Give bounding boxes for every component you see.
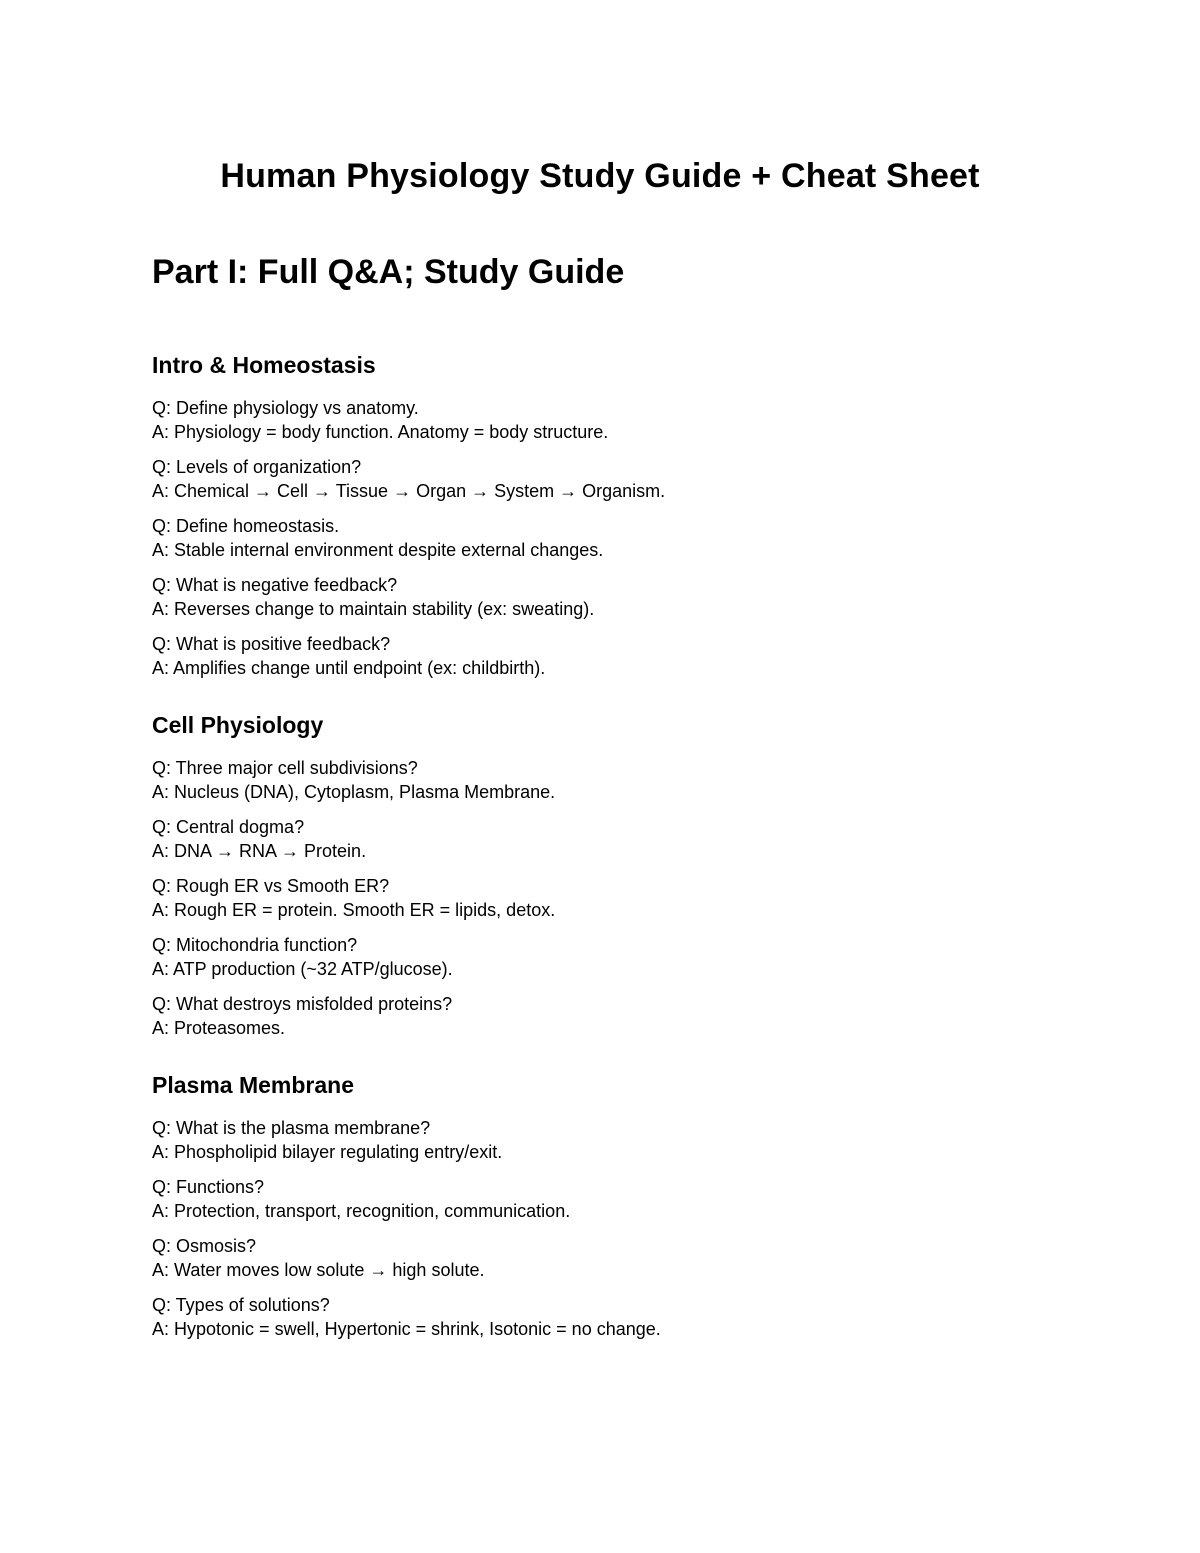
section-heading: Intro & Homeostasis xyxy=(152,352,376,378)
qa-item xyxy=(152,396,1052,444)
answer-text: A: Reverses change to maintain stability (ex: sweating). xyxy=(152,599,595,619)
qa-item xyxy=(152,455,1052,503)
part-title: Part I: Full Q&A; Study Guide xyxy=(152,253,625,291)
question-text: Q: Levels of organization? xyxy=(152,457,362,477)
qa-item xyxy=(152,1293,1052,1341)
answer-text: A: Amplifies change until endpoint (ex: childbirth). xyxy=(152,658,546,678)
qa-item xyxy=(152,933,1052,981)
question-text: Q: Rough ER vs Smooth ER? xyxy=(152,876,390,896)
question-text: Q: What is negative feedback? xyxy=(152,575,398,595)
section-heading: Cell Physiology xyxy=(152,712,324,738)
section-heading: Plasma Membrane xyxy=(152,1072,354,1098)
question-text: Q: What destroys misfolded proteins? xyxy=(152,994,453,1014)
question-text: Q: Central dogma? xyxy=(152,817,305,837)
question-text: Q: Define physiology vs anatomy. xyxy=(152,398,419,418)
answer-text: A: Protection, transport, recognition, communication. xyxy=(152,1201,571,1221)
document-title: Human Physiology Study Guide + Cheat Sheet xyxy=(220,157,980,195)
qa-item xyxy=(152,573,1052,621)
answer-text: A: Rough ER = protein. Smooth ER = lipids, detox. xyxy=(152,900,556,920)
qa-item xyxy=(152,1175,1052,1223)
answer-text: A: Physiology = body function. Anatomy = body structure. xyxy=(152,422,609,442)
section-plasma-membrane xyxy=(152,1070,1052,1341)
answer-text: A: Hypotonic = swell, Hypertonic = shrink, Isotonic = no change. xyxy=(152,1319,661,1339)
qa-item xyxy=(152,1234,1052,1282)
answer-text: A: Phospholipid bilayer regulating entry/exit. xyxy=(152,1142,503,1162)
section-intro-homeostasis xyxy=(152,350,1052,680)
answer-text: A: DNA → RNA → Protein. xyxy=(152,841,367,861)
question-text: Q: Three major cell subdivisions? xyxy=(152,758,418,778)
answer-text: A: Proteasomes. xyxy=(152,1018,286,1038)
qa-item xyxy=(152,514,1052,562)
answer-text: A: ATP production (~32 ATP/glucose). xyxy=(152,959,453,979)
question-text: Q: Define homeostasis. xyxy=(152,516,340,536)
qa-item xyxy=(152,992,1052,1040)
qa-item xyxy=(152,874,1052,922)
answer-text: A: Nucleus (DNA), Cytoplasm, Plasma Membrane. xyxy=(152,782,556,802)
study-guide-content xyxy=(152,350,1052,1371)
question-text: Q: Osmosis? xyxy=(152,1236,257,1256)
section-cell-physiology xyxy=(152,710,1052,1040)
question-text: Q: Functions? xyxy=(152,1177,265,1197)
question-text: Q: Types of solutions? xyxy=(152,1295,330,1315)
question-text: Q: Mitochondria function? xyxy=(152,935,358,955)
qa-item xyxy=(152,1116,1052,1164)
qa-item xyxy=(152,632,1052,680)
qa-item xyxy=(152,815,1052,863)
answer-text: A: Stable internal environment despite external changes. xyxy=(152,540,604,560)
answer-text: A: Chemical → Cell → Tissue → Organ → System → Organism. xyxy=(152,481,666,501)
question-text: Q: What is the plasma membrane? xyxy=(152,1118,431,1138)
question-text: Q: What is positive feedback? xyxy=(152,634,391,654)
answer-text: A: Water moves low solute → high solute. xyxy=(152,1260,485,1280)
qa-item xyxy=(152,756,1052,804)
